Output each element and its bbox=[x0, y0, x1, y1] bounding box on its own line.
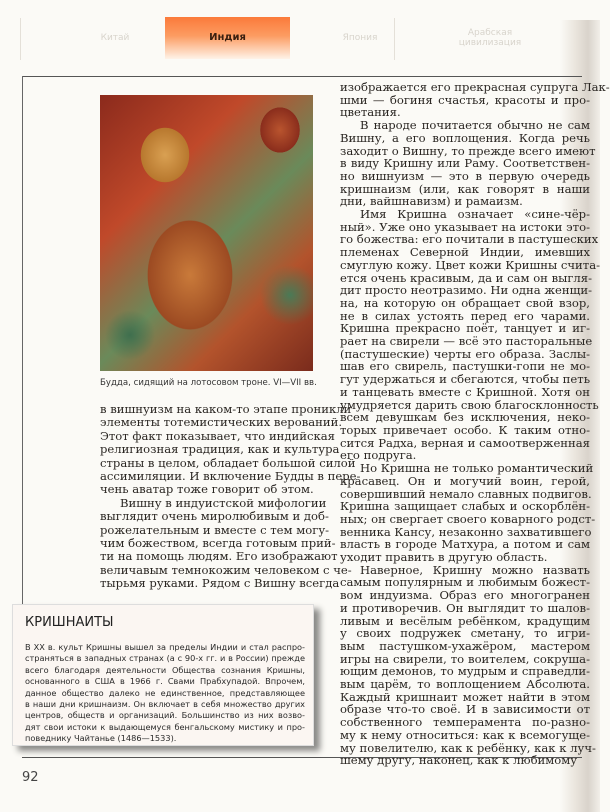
text-line: его подруга. bbox=[340, 448, 417, 463]
right-text-column bbox=[340, 80, 610, 768]
text-line: собственного темперамента по-разно- bbox=[340, 715, 590, 730]
text-line: рает на свирели — всё это пасторальные bbox=[340, 334, 593, 349]
text-line: всего благодаря деятельности Общества сознания Кришны, bbox=[25, 664, 305, 675]
text-line: вым пастушком-ухажёром, мастером bbox=[340, 638, 590, 653]
text-line: вым царём, то воплощением Абсолюта. bbox=[340, 677, 590, 692]
text-line: ющим демонов, то мудрым и справедли- bbox=[340, 664, 590, 679]
figure-caption: Будда, сидящий на лотосовом троне. VI—VII вв. bbox=[100, 378, 317, 388]
sidebar-title: КРИШНАИТЫ bbox=[25, 615, 114, 630]
text-line: смуглую кожу. Цвет кожи Кришны счита- bbox=[340, 257, 601, 272]
text-line: страны в целом, обладает большой силой bbox=[100, 455, 356, 470]
text-line: Кришна прекрасно поёт, танцует и иг- bbox=[340, 321, 590, 336]
text-line: религиозная традиция, как и культура bbox=[100, 442, 340, 457]
text-line: вом индуизма. Образ его многогранен bbox=[340, 588, 590, 603]
text-line: ется очень красивым, да и сам он выгля- bbox=[340, 270, 593, 285]
text-line: му к нему относиться: как к всемогуще- bbox=[340, 727, 590, 742]
text-line: всем девушкам без исключения, неко- bbox=[340, 410, 590, 425]
text-line: и танцевать вместе с Кришной. Хотя он bbox=[340, 384, 590, 399]
frame-line bbox=[22, 76, 582, 77]
text-line: Вишну, а его воплощения. Когда речь bbox=[340, 130, 590, 145]
text-line: изображается его прекрасная супруга Лак- bbox=[340, 80, 610, 94]
text-line: Наверное, Кришну можно назвать bbox=[360, 562, 590, 577]
text-line: не в силах устоять перед его чарами. bbox=[340, 308, 590, 323]
text-line: чим божеством, всегда готовым прий- bbox=[100, 536, 336, 551]
text-line: дни, вайшнавизм) и рамаизм. bbox=[340, 194, 523, 209]
text-line: данное общество далеко не единственное, представляющее bbox=[25, 687, 305, 698]
text-line: ливым и весёлым ребёнком, крадущим bbox=[340, 613, 590, 628]
text-line: му повелителю, как к ребёнку, как к луч- bbox=[340, 740, 596, 755]
text-line: Этот факт показывает, что индийская bbox=[100, 428, 335, 443]
tab-india[interactable]: Индия bbox=[165, 17, 290, 59]
text-line: элементы тотемистических верований. bbox=[100, 415, 343, 430]
tab-japan[interactable]: Япония bbox=[342, 33, 378, 43]
text-line: Кришна защищает слабых и оскорблён- bbox=[340, 499, 590, 514]
text-line: в наши дни кришнаизм. Он включает в себя множество других bbox=[25, 699, 305, 710]
text-line: цветания. bbox=[340, 105, 401, 120]
text-line: ассимиляции. И включение Будды в пере- bbox=[100, 469, 361, 484]
text-line: заходит о Вишну, то прежде всего имеют bbox=[340, 143, 596, 158]
text-line: венника Кансу, незаконно захватившего bbox=[340, 524, 592, 539]
sidebar-body bbox=[25, 642, 305, 745]
sidebar-box-krishnaites bbox=[12, 604, 314, 746]
text-line: ти на помощь людям. Его изображают bbox=[100, 549, 338, 564]
text-line: ный». Уже оно указывает на истоки это- bbox=[340, 219, 590, 234]
text-line: торых привечает особо. К таким отно- bbox=[340, 422, 590, 437]
text-line: у своих подружек сметану, то игри- bbox=[340, 626, 590, 641]
text-line: игры на свирели, то воителем, сокруша- bbox=[340, 651, 590, 666]
text-line: на, на которую он обращает свой взор, bbox=[340, 295, 590, 310]
text-line: В народе почитается обычно не сам bbox=[360, 118, 590, 133]
text-line: (пастушеские) черты его образа. Заслы- bbox=[340, 346, 590, 361]
page-number: 92 bbox=[22, 770, 39, 785]
text-line: тырьмя руками. Рядом с Вишну всегда bbox=[100, 576, 340, 591]
text-line: Имя Кришна означает «сине-чёр- bbox=[360, 207, 590, 222]
left-text-column bbox=[100, 402, 361, 591]
text-line: центров, обществ и организаций. Большинство из них возво- bbox=[25, 710, 305, 721]
frame-line bbox=[22, 76, 23, 606]
text-line: поведнику Чайтанье (1486—1533). bbox=[25, 733, 177, 744]
text-line: племенах Северной Индии, имевших bbox=[340, 245, 590, 260]
text-line: красавец. Он и могучий воин, герой, bbox=[340, 473, 590, 488]
text-line: власть в городе Матхура, а потом и сам bbox=[340, 537, 590, 552]
text-line: совершивший немало славных подвигов. bbox=[340, 486, 592, 501]
text-line: и противоречив. Он выглядит то шалов- bbox=[340, 600, 590, 615]
text-line: величавым темнокожим человеком с че- bbox=[100, 562, 352, 577]
text-line: В XX в. культ Кришны вышел за пределы Индии и стал распро- bbox=[25, 642, 305, 652]
text-line: основанного в США в 1966 г. Свами Прабхупадой. Впрочем, bbox=[25, 676, 305, 687]
text-line: шему другу, наконец, как к любимому bbox=[340, 753, 578, 768]
chapter-tabs bbox=[20, 17, 565, 59]
text-line: ных; он свергает своего коварного родст- bbox=[340, 511, 596, 526]
text-line: в вишнуизм на каком-то этапе проникли bbox=[100, 402, 352, 416]
text-line: сится Радха, верная и самоотверженная bbox=[340, 435, 590, 450]
text-line: страняться в западных странах (а с 90-х гг. и в России) прежде bbox=[25, 653, 305, 664]
text-line: дят свои истоки к выдающемуся бенгальскому мистику и про- bbox=[25, 721, 305, 732]
text-line: самым популярным и любимым божест- bbox=[340, 575, 590, 590]
text-line: образе что-то своё. И в зависимости от bbox=[340, 702, 590, 717]
text-line: выглядит очень миролюбивым и доб- bbox=[100, 509, 329, 524]
text-line: дит просто неотразимо. Ни одна женщи- bbox=[340, 283, 593, 298]
text-line: умудряется дарить свою благосклонность bbox=[340, 397, 599, 412]
tab-arab-civilization[interactable]: Арабская цивилизация bbox=[458, 28, 522, 48]
text-line: чень аватар тоже говорит об этом. bbox=[100, 482, 314, 497]
text-line: Вишну в индуистской мифологии bbox=[120, 495, 327, 510]
text-line: уходит править в другую область. bbox=[340, 550, 548, 565]
tab-china[interactable]: Китай bbox=[100, 33, 130, 43]
tab-divider bbox=[394, 18, 395, 60]
text-line: шми — богиня счастья, красоты и про- bbox=[340, 92, 590, 107]
text-line: но вишнуизм — это в первую очередь bbox=[340, 168, 590, 183]
text-line: в виду Кришну или Раму. Соответствен- bbox=[340, 156, 590, 171]
text-line: Каждый кришнаит может найти в этом bbox=[340, 689, 590, 704]
text-line: го божества: его почитали в пастушеских bbox=[340, 232, 599, 247]
buddha-fresco-image bbox=[100, 95, 313, 371]
text-line: гут удержаться и сбегаются, чтобы петь bbox=[340, 372, 590, 387]
text-line: рожелательным и вместе с тем могу- bbox=[100, 522, 330, 537]
text-line: шав его свирель, пастушки-гопи не мо- bbox=[340, 359, 590, 374]
text-line: Но Кришна не только романтический bbox=[360, 461, 594, 476]
text-line: кришнаизм (или, как говорят в наши bbox=[340, 181, 590, 196]
tab-divider bbox=[20, 18, 21, 60]
